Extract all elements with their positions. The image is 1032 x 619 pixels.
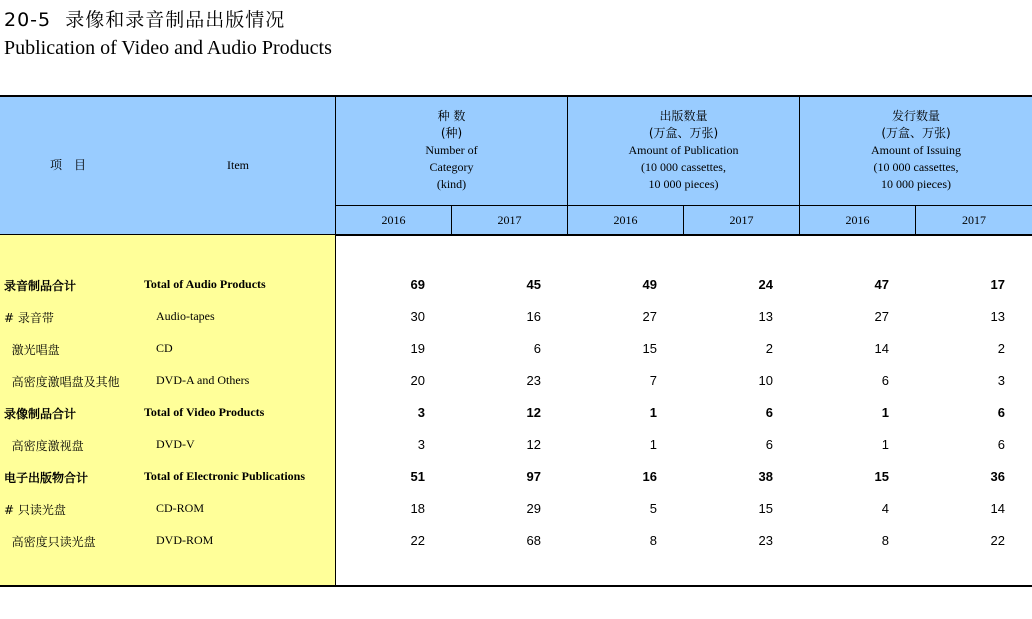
row-label-cn: # 录音带: [4, 311, 54, 325]
value-cell: 14: [874, 341, 889, 356]
table-row: [0, 428, 1032, 460]
table-title-cn: 20-5 录像和录音制品出版情况: [4, 9, 286, 31]
row-label-en: DVD-A and Others: [156, 373, 250, 387]
value-cell: 15: [642, 341, 657, 356]
table-row: [0, 332, 1032, 364]
value-cell: 8: [881, 533, 889, 548]
value-cell: 4: [881, 501, 889, 516]
group-header-issuing: 发行数量 (万盒、万张) Amount of Issuing (10 000 cassettes, 10 000 pieces): [871, 109, 961, 191]
value-cell: 27: [874, 309, 889, 324]
value-cell: 19: [410, 341, 425, 356]
value-cell: 16: [526, 309, 541, 324]
value-cell: 12: [526, 437, 541, 452]
value-cell: 1: [649, 437, 657, 452]
item-header-en: Item: [227, 158, 249, 172]
year-header: 2017: [729, 213, 754, 227]
group-header-publication: 出版数量 (万盒、万张) Amount of Publication (10 000 cassettes, 10 000 pieces): [628, 109, 739, 191]
year-header: 2016: [613, 213, 638, 227]
row-label-en: CD-ROM: [156, 501, 205, 515]
value-cell: 15: [758, 501, 773, 516]
value-cell: 68: [526, 533, 541, 548]
value-cell: 6: [765, 405, 773, 420]
value-cell: 6: [881, 373, 889, 388]
table-bottom-rule: [0, 585, 1032, 587]
value-cell: 29: [526, 501, 541, 516]
row-label-en: Audio-tapes: [156, 309, 215, 323]
row-label-en: DVD-V: [156, 437, 195, 451]
value-cell: 15: [874, 469, 889, 484]
value-cell: 23: [526, 373, 541, 388]
row-label-en: Total of Audio Products: [144, 277, 266, 291]
value-cell: 17: [990, 277, 1005, 292]
table-title-en: Publication of Video and Audio Products: [4, 37, 332, 59]
row-label-cn: 录音制品合计: [4, 279, 77, 293]
value-cell: 8: [649, 533, 657, 548]
row-label-en: DVD-ROM: [156, 533, 214, 547]
value-cell: 20: [410, 373, 425, 388]
year-header: 2017: [962, 213, 986, 227]
value-cell: 51: [410, 469, 425, 484]
item-header-cn: 项 目: [50, 158, 87, 172]
value-cell: 97: [526, 469, 541, 484]
row-label-cn: 高密度激视盘: [4, 439, 84, 453]
value-cell: 3: [417, 405, 425, 420]
value-cell: 13: [990, 309, 1005, 324]
value-cell: 30: [410, 309, 425, 324]
value-cell: 6: [533, 341, 541, 356]
value-cell: 49: [642, 277, 657, 292]
table-row: [0, 396, 1032, 428]
value-cell: 2: [997, 341, 1005, 356]
value-cell: 13: [758, 309, 773, 324]
value-cell: 10: [758, 373, 773, 388]
value-cell: 22: [990, 533, 1005, 548]
value-cell: 7: [649, 373, 657, 388]
row-label-cn: # 只读光盘: [4, 503, 66, 517]
row-label-cn: 录像制品合计: [4, 407, 77, 421]
year-row-rule: [335, 205, 1032, 206]
year-header: 2017: [497, 213, 522, 227]
value-cell: 2: [765, 341, 773, 356]
group-header-category: 种 数 (种) Number of Category (kind): [425, 109, 478, 191]
year-header: 2016: [845, 213, 870, 227]
value-cell: 23: [758, 533, 773, 548]
row-label-en: Total of Video Products: [144, 405, 265, 419]
value-cell: 36: [990, 469, 1005, 484]
value-cell: 22: [410, 533, 425, 548]
row-label-cn: 高密度激唱盘及其他: [4, 375, 120, 389]
value-cell: 6: [765, 437, 773, 452]
value-cell: 1: [881, 405, 889, 420]
value-cell: 3: [417, 437, 425, 452]
row-label-en: CD: [156, 341, 173, 355]
year-header: 2016: [381, 213, 406, 227]
table-row: [0, 524, 1032, 556]
value-cell: 5: [649, 501, 657, 516]
table-row: [0, 268, 1032, 300]
value-cell: 24: [758, 277, 773, 292]
value-cell: 16: [642, 469, 657, 484]
table-row: [0, 300, 1032, 332]
value-cell: 14: [990, 501, 1005, 516]
value-cell: 18: [410, 501, 425, 516]
table-row: [0, 364, 1032, 396]
value-cell: 12: [526, 405, 541, 420]
value-cell: 3: [997, 373, 1005, 388]
value-cell: 6: [997, 437, 1005, 452]
value-cell: 1: [881, 437, 889, 452]
value-cell: 47: [874, 277, 889, 292]
value-cell: 6: [997, 405, 1005, 420]
row-label-en: Total of Electronic Publications: [144, 469, 306, 483]
value-cell: 27: [642, 309, 657, 324]
row-label-cn: 电子出版物合计: [4, 471, 89, 485]
table-row: [0, 492, 1032, 524]
value-cell: 45: [526, 277, 541, 292]
value-cell: 38: [758, 469, 773, 484]
value-cell: 69: [410, 277, 425, 292]
row-label-cn: 激光唱盘: [4, 343, 60, 357]
table-row: [0, 460, 1032, 492]
value-cell: 1: [649, 405, 657, 420]
row-label-cn: 高密度只读光盘: [4, 535, 96, 549]
